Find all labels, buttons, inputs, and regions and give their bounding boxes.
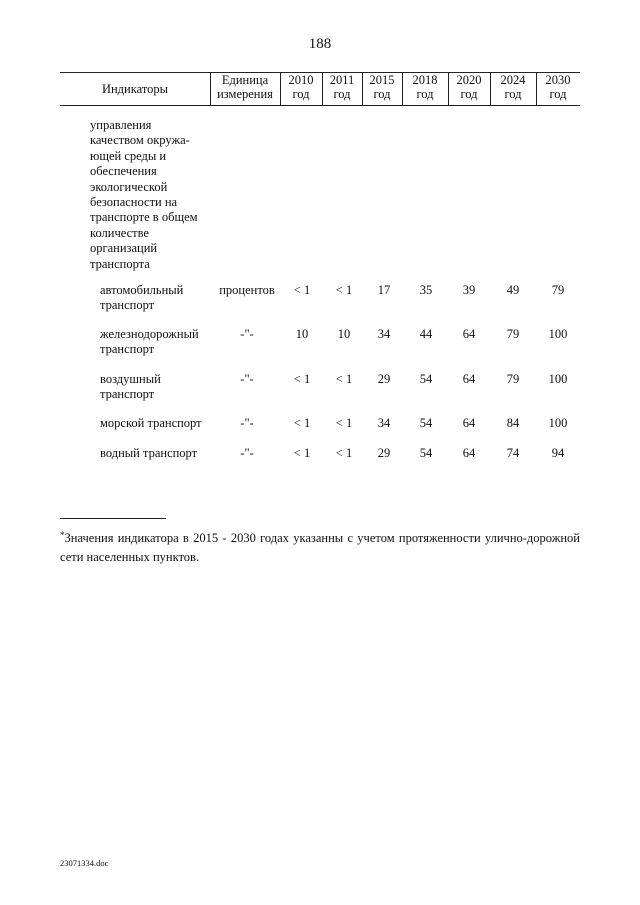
row-value-2020: 64 (462, 416, 476, 430)
row-value-2011: 10 (337, 327, 351, 341)
row-value-2011: < 1 (335, 283, 353, 297)
row-name: железнодорожный транспорт (100, 327, 199, 356)
row-value-2015: 17 (377, 283, 391, 297)
row-value-2024: 79 (506, 372, 520, 386)
table-row (0, 372, 640, 406)
row-value-2020: 64 (462, 372, 476, 386)
header-year-2018: 2018 год (412, 73, 438, 101)
row-value-2010: < 1 (293, 416, 311, 430)
row-value-2015: 34 (377, 327, 391, 341)
row-value-2030: 79 (551, 283, 565, 297)
row-value-2018: 35 (419, 283, 433, 297)
header-unit (210, 73, 280, 105)
table-row (0, 283, 640, 317)
row-value-2011: < 1 (335, 416, 353, 430)
page-number: 188 (308, 36, 332, 52)
table-row (0, 416, 640, 450)
footnote-divider (60, 518, 166, 519)
table-row (0, 446, 640, 480)
header-unit-line1: Единица (221, 73, 269, 87)
header-year-2015: 2015 год (369, 73, 395, 101)
row-value-2018: 54 (419, 446, 433, 460)
row-value-2010: < 1 (293, 283, 311, 297)
row-value-2024: 84 (506, 416, 520, 430)
header-indicators: Индикаторы (101, 82, 169, 96)
row-value-2010: < 1 (293, 372, 311, 386)
row-name: морской транспорт (100, 416, 202, 430)
row-name: водный транспорт (100, 446, 198, 460)
header-year-2011: 2011 год (329, 73, 355, 101)
row-value-2024: 49 (506, 283, 520, 297)
row-value-2024: 74 (506, 446, 520, 460)
row-value-2011: < 1 (335, 446, 353, 460)
header-unit-line2: измерения (217, 87, 273, 101)
row-value-2018: 44 (419, 327, 433, 341)
footnote-text: Значения индикатора в 2015 - 2030 годах указанны с учетом протяженности улично-дорожной сети населенных пунктов. (60, 531, 580, 564)
row-value-2015: 34 (377, 416, 391, 430)
footnote-mark: * (60, 530, 65, 540)
row-unit: -"- (240, 416, 254, 430)
row-value-2015: 29 (377, 446, 391, 460)
row-unit: -"- (240, 327, 254, 341)
row-value-2020: 39 (462, 283, 476, 297)
row-value-2024: 79 (506, 327, 520, 341)
row-unit: -"- (240, 446, 254, 460)
row-value-2010: < 1 (293, 446, 311, 460)
header-year-2030: 2030 год (545, 73, 571, 101)
header-year-2024: 2024 год (500, 73, 526, 101)
row-name: воздушный транспорт (100, 372, 161, 401)
row-value-2030: 100 (548, 372, 568, 386)
row-name: автомобильный транспорт (100, 283, 184, 312)
row-value-2020: 64 (462, 446, 476, 460)
indicator-name-continuation: управления качеством окружа- ющей среды и обеспечения экологической безопасности на транспорте в общем количестве организаций транспорта (90, 118, 198, 271)
table-row (0, 327, 640, 361)
row-value-2011: < 1 (335, 372, 353, 386)
document-code: 23071334.doc (60, 858, 109, 868)
row-unit: -"- (240, 372, 254, 386)
row-value-2030: 100 (548, 416, 568, 430)
table-header (60, 72, 580, 106)
row-value-2015: 29 (377, 372, 391, 386)
row-value-2030: 94 (551, 446, 565, 460)
header-year-2020: 2020 год (456, 73, 482, 101)
footnote (60, 526, 580, 567)
row-value-2018: 54 (419, 372, 433, 386)
row-value-2018: 54 (419, 416, 433, 430)
row-value-2020: 64 (462, 327, 476, 341)
row-value-2010: 10 (295, 327, 309, 341)
row-value-2030: 100 (548, 327, 568, 341)
row-unit: процентов (219, 283, 275, 297)
header-year-2010: 2010 год (288, 73, 314, 101)
